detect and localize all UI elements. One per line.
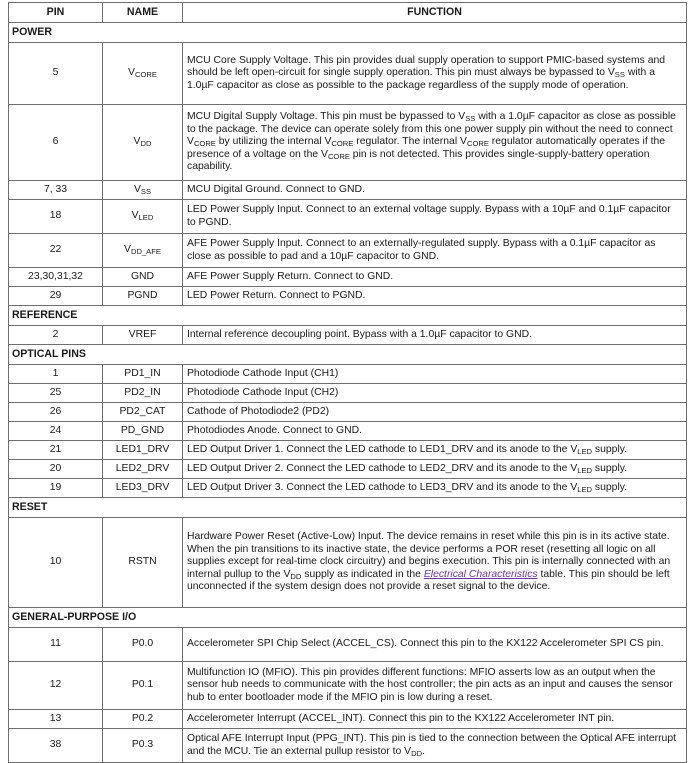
function-cell: MCU Core Supply Voltage. This pin provides dual supply operation to support PMIC-based systems and should be left open-circuit for single supply operation. This pin must always be bypassed to $V_{SS}$ with a 1.0µF capacitor as close as possible to the package regardless of the supply mode of operation.: [183, 43, 687, 105]
table-row-vdd: [9, 105, 687, 181]
section-header-reference: [9, 306, 687, 326]
section-header-reset: [9, 498, 687, 518]
name-cell: PD2_CAT: [103, 403, 183, 422]
name-cell: $V_{DD\_AFE}$: [103, 234, 183, 268]
table-row-led3-drv: [9, 479, 687, 498]
table-row-pd1-in: [9, 365, 687, 384]
section-title-reset: RESET: [9, 498, 687, 518]
section-title-power: POWER: [9, 23, 687, 43]
function-cell: Photodiode Cathode Input (CH1): [183, 365, 687, 384]
function-cell: AFE Power Supply Return. Connect to GND.: [183, 268, 687, 287]
pin-cell: 24: [9, 422, 103, 441]
pin-cell: 38: [9, 729, 103, 763]
table-row-vled: [9, 200, 687, 234]
pin-cell: 29: [9, 287, 103, 306]
pin-description-table: [8, 2, 687, 763]
table-row-p03: [9, 729, 687, 763]
pin-cell: 26: [9, 403, 103, 422]
section-title-optical: OPTICAL PINS: [9, 345, 687, 365]
table-row-p02: [9, 710, 687, 729]
table-row-rstn: [9, 518, 687, 608]
function-cell: LED Power Supply Input. Connect to an external voltage supply. Bypass with a 10µF and 0.1µF capacitor to PGND.: [183, 200, 687, 234]
pin-cell: 11: [9, 628, 103, 662]
function-cell: Hardware Power Reset (Active-Low) Input. The device remains in reset while this pin is in its active state. When the pin transitions to its inactive state, the device performs a POR reset (resetting all logic on all supplies except for real-time clock circuitry) and begins execution. This pin is internally connected with an internal pullup to the $V_{DD}$ supply as indicated in the Electrical Characteristics table. This pin should be left unconnected if the system design does not provide a reset signal to the device.: [183, 518, 687, 608]
function-cell: Cathode of Photodiode2 (PD2): [183, 403, 687, 422]
function-cell: LED Power Return. Connect to PGND.: [183, 287, 687, 306]
table-row-gnd: [9, 268, 687, 287]
name-cell: P0.0: [103, 628, 183, 662]
name-cell: PD_GND: [103, 422, 183, 441]
function-cell: AFE Power Supply Input. Connect to an externally-regulated supply. Bypass with a 0.1µF capacitor as close as possible to pad and a 10µF capacitor to GND.: [183, 234, 687, 268]
pin-cell: 18: [9, 200, 103, 234]
name-cell: $V_{LED}$: [103, 200, 183, 234]
section-header-optical: [9, 345, 687, 365]
section-header-power: [9, 23, 687, 43]
name-cell: $V_{DD}$: [103, 105, 183, 181]
table-header-row: [9, 3, 687, 23]
name-cell: PD1_IN: [103, 365, 183, 384]
name-cell: LED1_DRV: [103, 441, 183, 460]
function-cell: Photodiodes Anode. Connect to GND.: [183, 422, 687, 441]
function-cell: Optical AFE Interrupt Input (PPG_INT). This pin is tied to the connection between the Optical AFE interrupt and the MCU. Tie an external pullup resistor to $V_{DD}$.: [183, 729, 687, 763]
pin-cell: 12: [9, 662, 103, 710]
table-row-led1-drv: [9, 441, 687, 460]
pin-cell: 1: [9, 365, 103, 384]
function-cell: Internal reference decoupling point. Bypass with a 1.0µF capacitor to GND.: [183, 326, 687, 345]
pin-cell: 20: [9, 460, 103, 479]
table-row-pd-gnd: [9, 422, 687, 441]
table-row-p01: [9, 662, 687, 710]
pin-cell: 25: [9, 384, 103, 403]
table-row-vref: [9, 326, 687, 345]
name-cell: P0.3: [103, 729, 183, 763]
pin-cell: 22: [9, 234, 103, 268]
pin-cell: 23,30,31,32: [9, 268, 103, 287]
function-cell: Accelerometer SPI Chip Select (ACCEL_CS). Connect this pin to the KX122 Accelerometer SPI CS pin.: [183, 628, 687, 662]
function-cell: MCU Digital Supply Voltage. This pin must be bypassed to $V_{SS}$ with a 1.0µF capacitor as close as possible to the package. The device can operate solely from this one power supply pin without the need to connect $V_{CORE}$ by utilizing the internal $V_{CORE}$ regulator. The internal $V_{CORE}$ regulator automatically operates if the presence of a voltage on the $V_{CORE}$ pin is not detected. This provides single-supply-battery operation capability.: [183, 105, 687, 181]
name-cell: $V_{CORE}$: [103, 43, 183, 105]
header-name: NAME: [103, 3, 183, 23]
pin-cell: 13: [9, 710, 103, 729]
function-cell: LED Output Driver 2. Connect the LED cathode to LED2_DRV and its anode to the $V_{LED}$ supply.: [183, 460, 687, 479]
section-title-gpio: GENERAL-PURPOSE I/O: [9, 608, 687, 628]
pin-cell: 6: [9, 105, 103, 181]
function-cell: MCU Digital Ground. Connect to GND.: [183, 181, 687, 200]
name-cell: P0.1: [103, 662, 183, 710]
table-row-pd2-in: [9, 384, 687, 403]
function-cell: Photodiode Cathode Input (CH2): [183, 384, 687, 403]
pin-cell: 10: [9, 518, 103, 608]
table-row-vss: [9, 181, 687, 200]
header-pin: PIN: [9, 3, 103, 23]
name-cell: P0.2: [103, 710, 183, 729]
pin-cell: 7, 33: [9, 181, 103, 200]
name-cell: PD2_IN: [103, 384, 183, 403]
table-row-pd2-cat: [9, 403, 687, 422]
pin-cell: 2: [9, 326, 103, 345]
name-cell: $V_{SS}$: [103, 181, 183, 200]
function-cell: Multifunction IO (MFIO). This pin provides different functions: MFIO asserts low as an output when the sensor hub needs to communicate with the host controller; the pin acts as an input and causes the sensor hub to enter bootloader mode if the MFIO pin is low during a reset.: [183, 662, 687, 710]
section-header-gpio: [9, 608, 687, 628]
name-cell: LED3_DRV: [103, 479, 183, 498]
name-cell: LED2_DRV: [103, 460, 183, 479]
pin-cell: 21: [9, 441, 103, 460]
name-cell: GND: [103, 268, 183, 287]
section-title-reference: REFERENCE: [9, 306, 687, 326]
table-row-p00: [9, 628, 687, 662]
pin-cell: 5: [9, 43, 103, 105]
table-row-led2-drv: [9, 460, 687, 479]
name-cell: PGND: [103, 287, 183, 306]
electrical-characteristics-link[interactable]: Electrical Characteristics: [423, 568, 538, 580]
function-cell: Accelerometer Interrupt (ACCEL_INT). Connect this pin to the KX122 Accelerometer INT pin.: [183, 710, 687, 729]
pin-cell: 19: [9, 479, 103, 498]
table-row-vcore: [9, 43, 687, 105]
name-cell: VREF: [103, 326, 183, 345]
function-cell: LED Output Driver 1. Connect the LED cathode to LED1_DRV and its anode to the $V_{LED}$ supply.: [183, 441, 687, 460]
table-row-pgnd: [9, 287, 687, 306]
function-cell: LED Output Driver 3. Connect the LED cathode to LED3_DRV and its anode to the $V_{LED}$ supply.: [183, 479, 687, 498]
table-row-vdd-afe: [9, 234, 687, 268]
name-cell: RSTN: [103, 518, 183, 608]
header-function: FUNCTION: [183, 3, 687, 23]
